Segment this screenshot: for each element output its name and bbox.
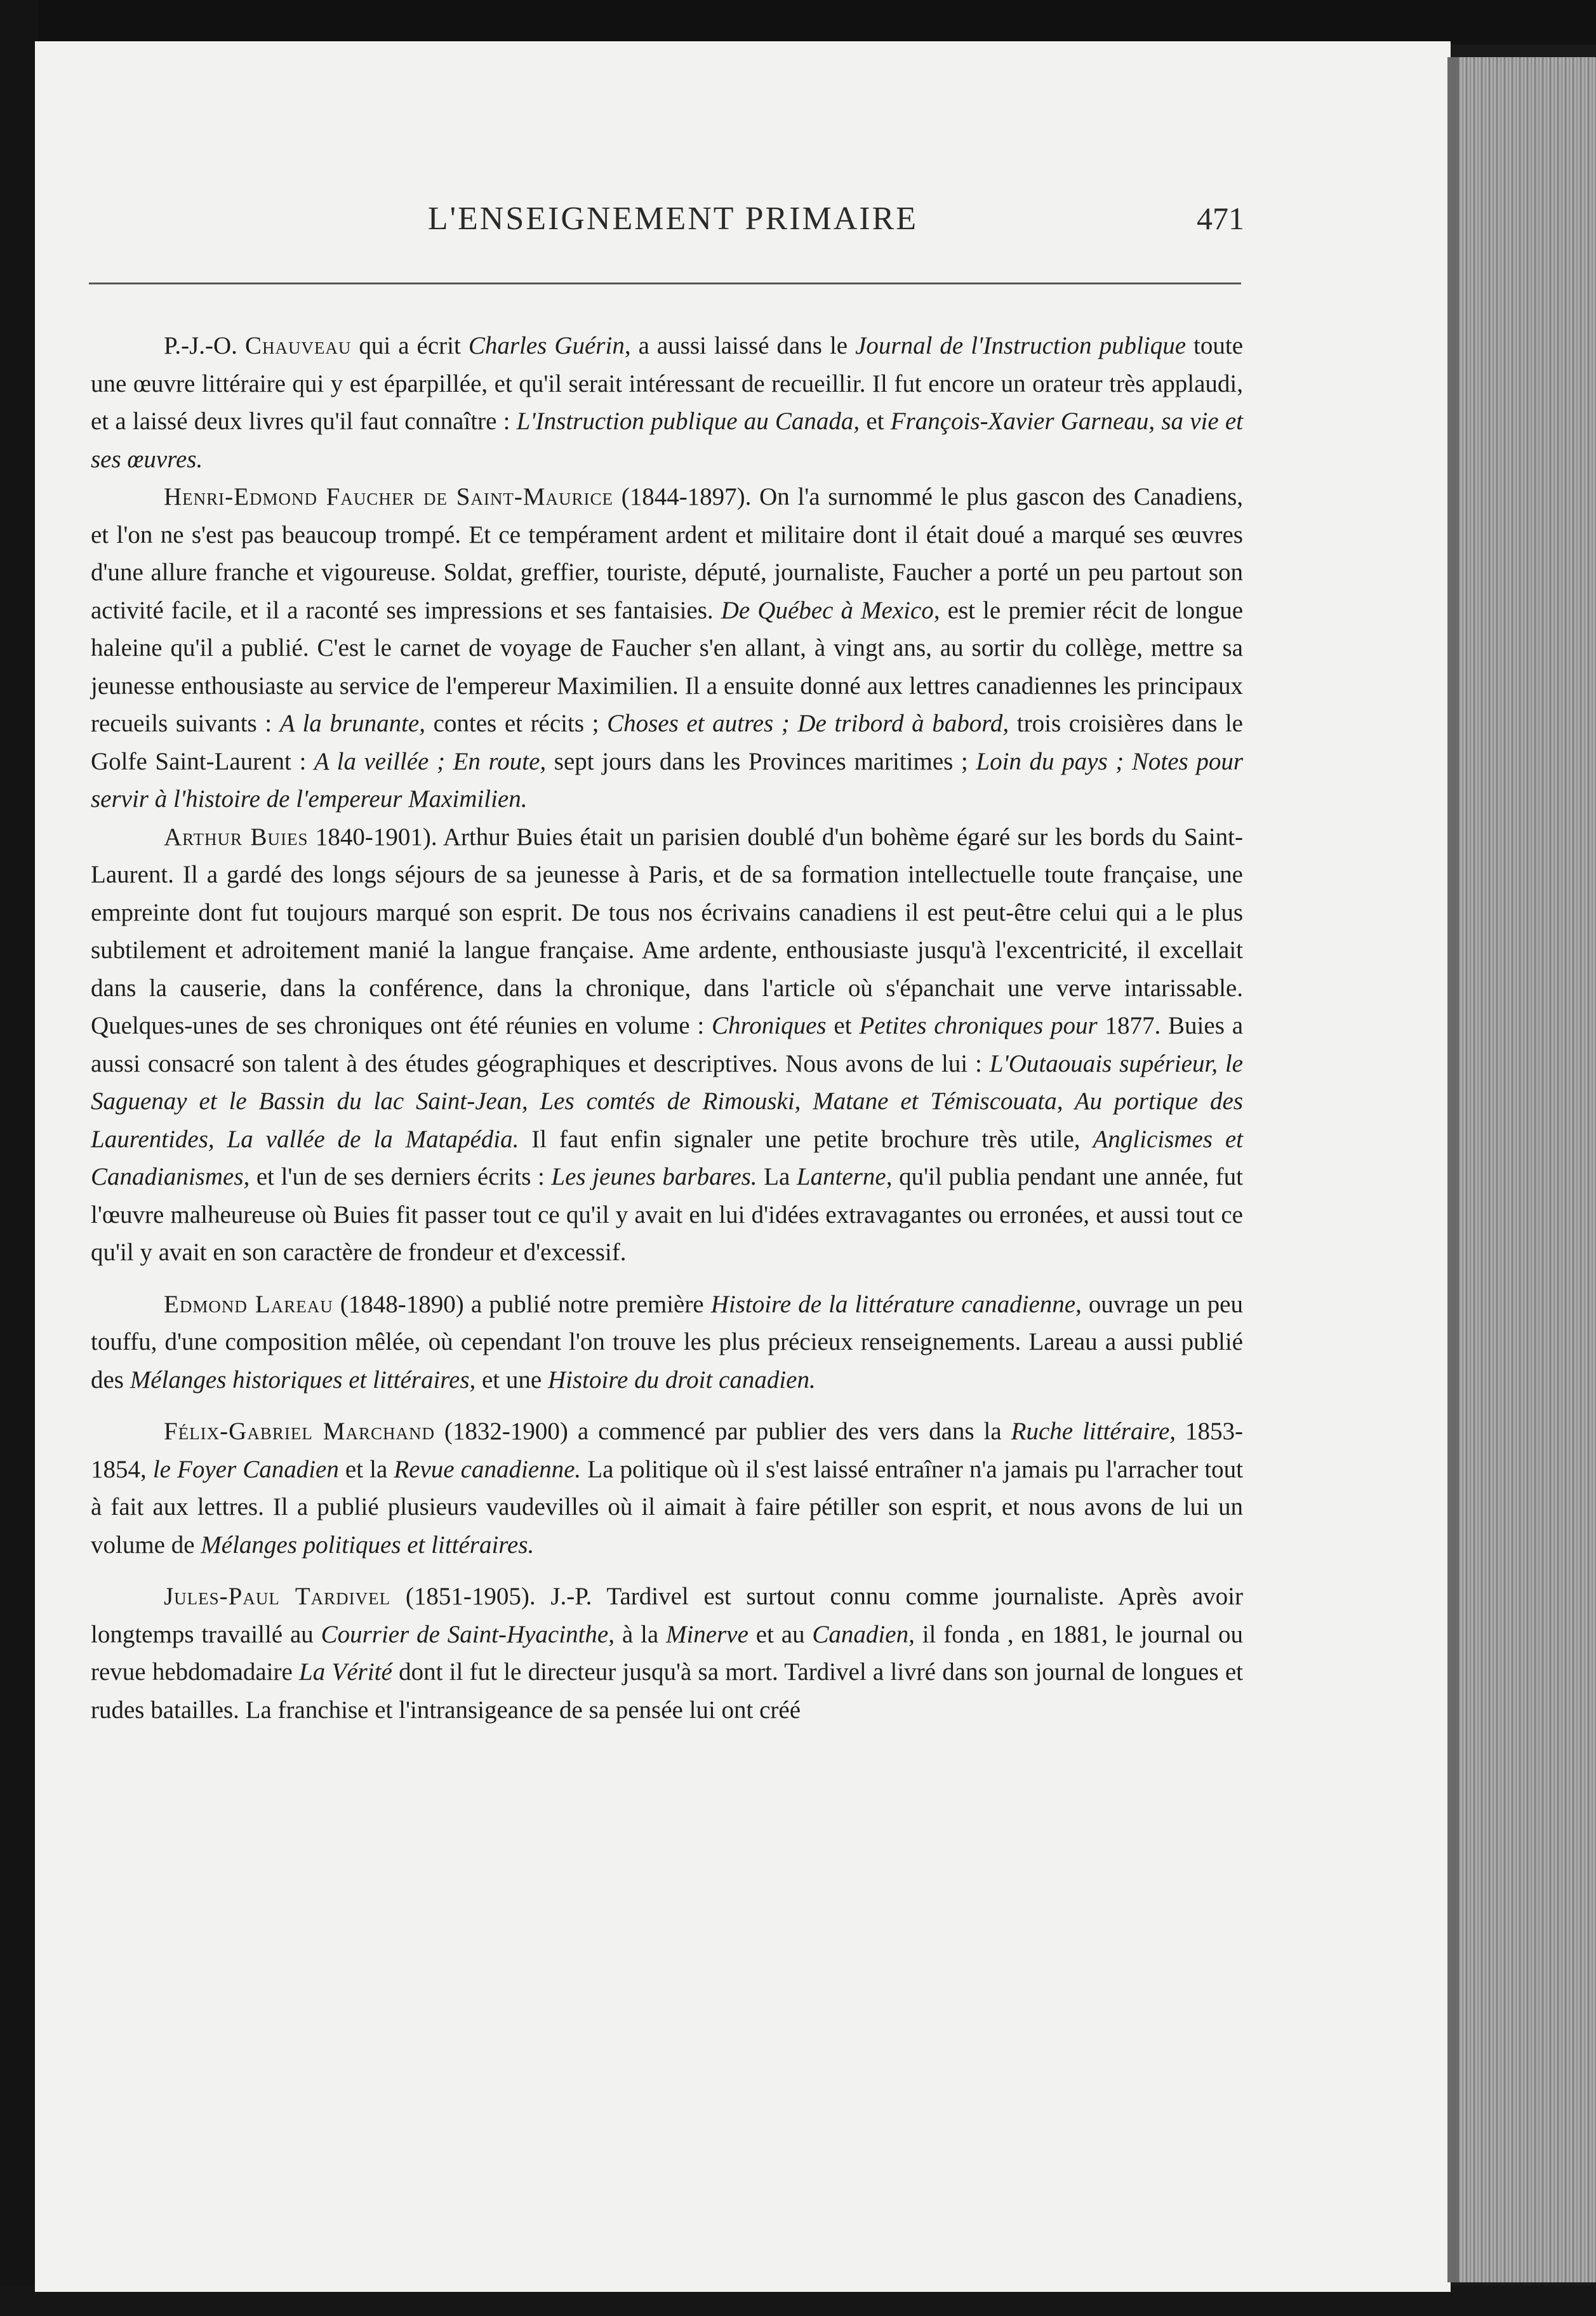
paragraph-buies	[91, 818, 1243, 1272]
text-run: 1853-1854,	[91, 1418, 1243, 1483]
work-title: Petites chroniques pour	[859, 1012, 1098, 1039]
work-title: le Foyer Canadien	[152, 1455, 339, 1483]
text-run: et	[826, 1012, 860, 1039]
work-title: Histoire du droit canadien.	[547, 1366, 816, 1394]
text-run: ouvrage un peu touffu, d'une composition mêlée, où cependant l'on trouve les plus précieux renseignements. Lareau a aussi publié des	[91, 1290, 1243, 1394]
page-stack-edge	[1447, 57, 1596, 2282]
paragraph-chauveau	[91, 327, 1243, 478]
work-title: Minerve	[665, 1620, 748, 1648]
work-title: Journal de l'Instruction publique	[855, 332, 1187, 359]
work-title: Histoire de la littérature canadienne,	[710, 1290, 1082, 1318]
header-rule	[89, 283, 1241, 284]
text-run: La politique où il s'est laissé entraîner n'a jamais pu l'arracher tout à fait aux lettres. Il a publié plusieurs vaudevilles où il aimait à faire pétiller son esprit, et nous avons de lui un volume de	[91, 1455, 1243, 1559]
author-name: Edmond Lareau	[164, 1290, 333, 1318]
text-run: trois croisières dans le Golfe Saint-Laurent :	[91, 710, 1243, 775]
paragraph-lareau	[91, 1286, 1243, 1399]
text-run: (1832-1900) a commencé par publier des vers dans la	[434, 1418, 1011, 1445]
text-run: est le premier récit de longue haleine qu'il a publié. C'est le carnet de voyage de Faucher s'en allant, à vingt ans, au sortir du collège, mettre sa jeunesse enthousiaste au service de l'empereur Maximilien. Il a ensuite donné aux lettres canadiennes les principaux recueils suivants :	[91, 596, 1244, 737]
author-name: Chauveau	[244, 332, 352, 359]
work-title: Anglicismes et Canadianismes,	[91, 1125, 1243, 1190]
text-run: (1851-1905). J.-P. Tardivel est surtout connu comme journaliste. Après avoir longtemps travaillé au	[91, 1583, 1243, 1648]
text-run: Il faut enfin signaler une petite brochure très utile,	[519, 1125, 1093, 1153]
text-run: et la	[338, 1455, 394, 1483]
work-title: Courrier de Saint-Hyacinthe,	[321, 1620, 615, 1648]
text-run: à la	[614, 1620, 666, 1648]
work-title: Mélanges politiques et littéraires.	[201, 1531, 535, 1559]
paragraph-marchand	[91, 1413, 1243, 1564]
text-run: (1844-1897). On l'a surnommé le plus gascon des Canadiens, et l'on ne s'est pas beaucoup trompé. Et ce tempérament ardent et militaire dont il était doué a marqué ses œuvres d'une allure franche et vigoureuse. Soldat, greffier, touriste, député, journaliste, Faucher a porté un peu partout son activité facile, et il a raconté ses impressions et ses fantaisies.	[91, 483, 1243, 624]
body-text	[91, 327, 1243, 1729]
text-run: il fonda , en 1881, le journal ou revue hebdomadaire	[91, 1620, 1243, 1686]
work-title: A la veillée ; En route,	[314, 747, 547, 775]
scan-border-left	[0, 0, 38, 2316]
text-run: La	[757, 1163, 797, 1190]
work-title: Mélanges historiques et littéraires,	[130, 1366, 476, 1394]
text-run: 1840-1901). Arthur Buies était un parisien doublé d'un bohème égaré sur les bords du Saint-Laurent. Il a gardé des longs séjours de sa jeunesse à Paris, et de sa formation intellectuelle toute française, une empreinte dont fut toujours marqué son esprit. De tous nos écrivains canadiens il est peut-être celui qui a le plus subtilement et adroitement manié la langue française. Ame ardente, enthousiaste jusqu'à l'excentricité, il excellait dans la causerie, dans la conférence, dans la chronique, dans l'article où s'épanchait une verve intarissable. Quelques-unes de ses chroniques ont été réunies en volume :	[91, 823, 1244, 1039]
text-run: sept jours dans les Provinces maritimes ;	[546, 747, 976, 775]
text-run: 1877. Buies a aussi consacré son talent à des études géographiques et descriptives. Nous avons de lui :	[91, 1012, 1243, 1077]
running-title: L'ENSEIGNEMENT PRIMAIRE	[427, 201, 919, 237]
work-title: Loin du pays ; Notes pour servir à l'histoire de l'empereur Maximilien.	[91, 747, 1244, 813]
author-name: Arthur Buies	[164, 823, 309, 851]
author-name: Félix-Gabriel Marchand	[164, 1418, 435, 1445]
work-title: Ruche littéraire,	[1011, 1418, 1176, 1445]
author-name: Jules-Paul Tardivel	[164, 1583, 391, 1610]
text-run: (1848-1890) a publié notre première	[333, 1290, 711, 1318]
text-run: P.-J.-O.	[164, 332, 245, 359]
author-name: Henri-Edmond Faucher de Saint-Maurice	[164, 483, 614, 510]
text-run: , a aussi laissé dans le	[624, 332, 856, 359]
work-title: Lanterne,	[796, 1163, 893, 1190]
text-run: dont il fut le directeur jusqu'à sa mort. Tardivel a livré dans son journal de longues et rudes batailles. La franchise et l'intransigeance de sa pensée lui ont créé	[91, 1658, 1243, 1724]
scan-border-top	[0, 0, 1596, 44]
text-run: contes et récits ;	[425, 710, 608, 737]
paragraph-tardivel	[91, 1578, 1243, 1729]
page-gutter-shadow	[1447, 57, 1459, 2282]
page-number: 471	[1197, 201, 1244, 236]
text-run: et une	[475, 1366, 548, 1394]
work-title: A la brunante,	[279, 710, 425, 737]
work-title: L'Instruction publique au Canada,	[516, 408, 860, 435]
text-run: et au	[748, 1620, 813, 1648]
text-run: toute une œuvre littéraire qui y est éparpillée, et qu'il serait intéressant de recueillir. Il fut encore un orateur très applaudi, et a laissé deux livres qu'il faut connaître :	[91, 332, 1244, 435]
work-title: Chroniques	[712, 1012, 827, 1039]
work-title: Choses et autres ; De tribord à babord,	[607, 710, 1009, 737]
work-title: De Québec à Mexico,	[721, 596, 940, 624]
work-title: Canadien,	[812, 1620, 915, 1648]
work-title: Les jeunes barbares.	[551, 1163, 757, 1190]
work-title: La Vérité	[299, 1658, 392, 1686]
work-title: Charles Guérin	[468, 332, 625, 359]
work-title: L'Outaouais supérieur, le Saguenay et le Bassin du lac Saint-Jean, Les comtés de Rimouski, Matane et Témiscouata, Au portique des Laurentides, La vallée de la Matapédia.	[91, 1049, 1243, 1153]
text-run: qui a écrit	[351, 332, 469, 359]
work-title: François-Xavier Garneau, sa vie et ses œuvres.	[91, 408, 1244, 473]
paragraph-faucher	[91, 478, 1243, 818]
text-run: et	[860, 408, 891, 435]
text-run: qu'il publia pendant une année, fut l'œuvre malheureuse où Buies fit passer tout ce qu'il y avait en lui d'idées extravagantes ou erronées, et aussi tout ce qu'il y avait en son caractère de frondeur et d'excessif.	[91, 1163, 1243, 1266]
work-title: Revue canadienne.	[394, 1455, 582, 1483]
text-run: et l'un de ses derniers écrits :	[249, 1163, 552, 1190]
